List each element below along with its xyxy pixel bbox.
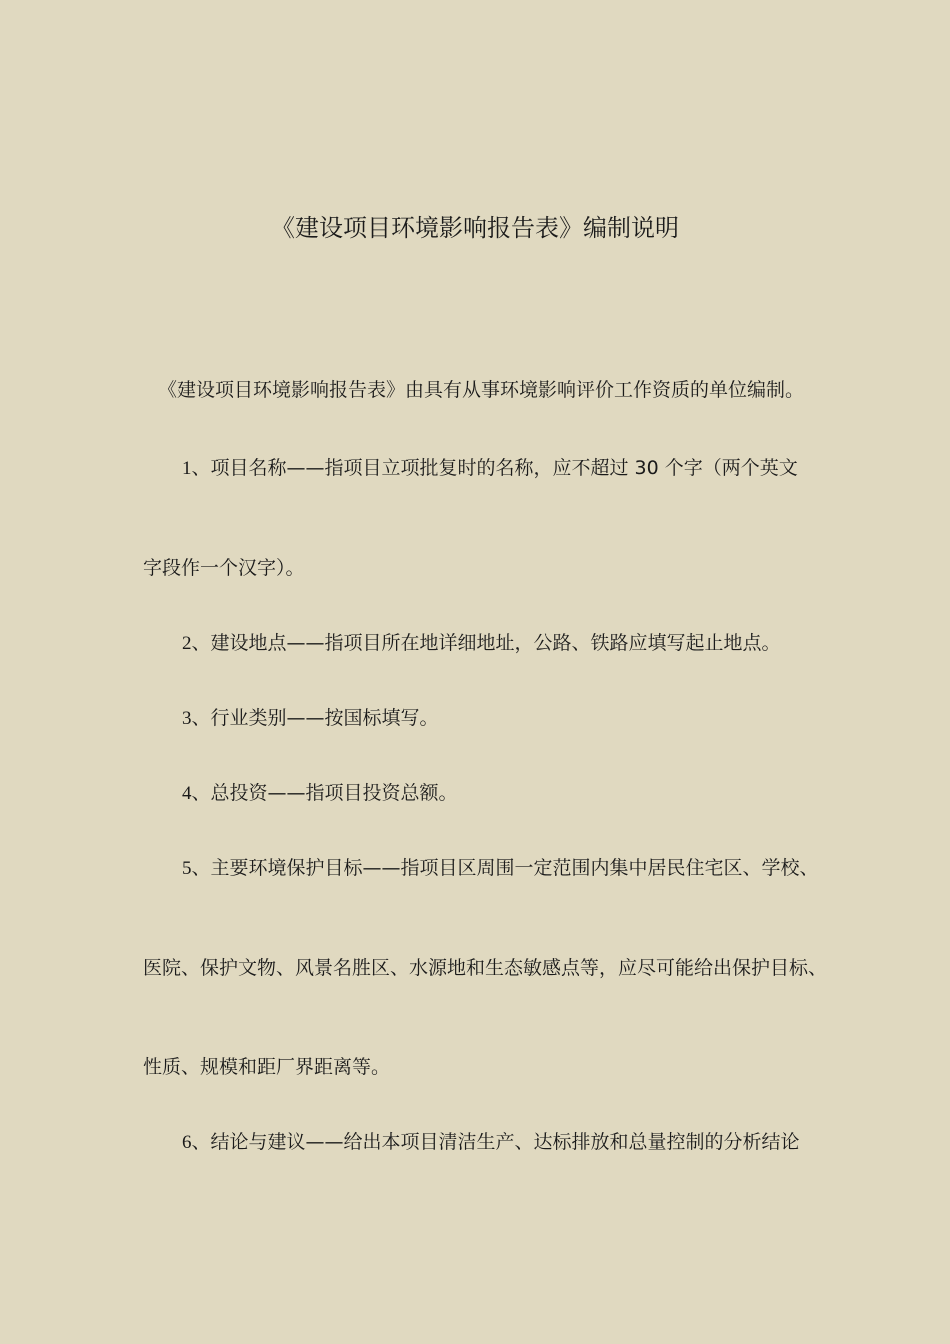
item-2-line-1 bbox=[182, 631, 781, 656]
item-1-number: 1 bbox=[182, 458, 192, 479]
item-1-text: 、项目名称——指项目立项批复时的名称，应不超过 30 个字（两个英文 bbox=[191, 457, 798, 479]
item-5-text: 、主要环境保护目标——指项目区周围一定范围内集中居民住宅区、学校、 bbox=[191, 857, 819, 879]
item-2-number: 2 bbox=[182, 633, 192, 654]
document-title: 《建设项目环境影响报告表》编制说明 bbox=[271, 214, 679, 242]
item-3-text: 、行业类别——按国标填写。 bbox=[191, 707, 439, 729]
item-5-line-2: 医院、保护文物、风景名胜区、水源地和生态敏感点等，应尽可能给出保护目标、 bbox=[143, 957, 828, 979]
item-6-text: 、结论与建议——给出本项目清洁生产、达标排放和总量控制的分析结论 bbox=[191, 1131, 800, 1153]
item-5-number: 5 bbox=[182, 858, 192, 879]
item-6-number: 6 bbox=[182, 1132, 192, 1153]
item-1-line-2: 字段作一个汉字）。 bbox=[143, 557, 305, 579]
item-1-line-1 bbox=[182, 456, 798, 481]
item-5-line-3: 性质、规模和距厂界距离等。 bbox=[143, 1056, 391, 1078]
item-4-line-1 bbox=[182, 781, 458, 806]
item-4-text: 、总投资——指项目投资总额。 bbox=[191, 782, 458, 804]
item-3-line-1 bbox=[182, 706, 439, 731]
item-4-number: 4 bbox=[182, 783, 192, 804]
item-2-text: 、建设地点——指项目所在地详细地址，公路、铁路应填写起止地点。 bbox=[191, 632, 781, 654]
item-5-line-1 bbox=[182, 856, 819, 881]
item-3-number: 3 bbox=[182, 708, 192, 729]
intro-paragraph: 《建设项目环境影响报告表》由具有从事环境影响评价工作资质的单位编制。 bbox=[158, 379, 805, 401]
item-6-line-1 bbox=[182, 1130, 800, 1155]
